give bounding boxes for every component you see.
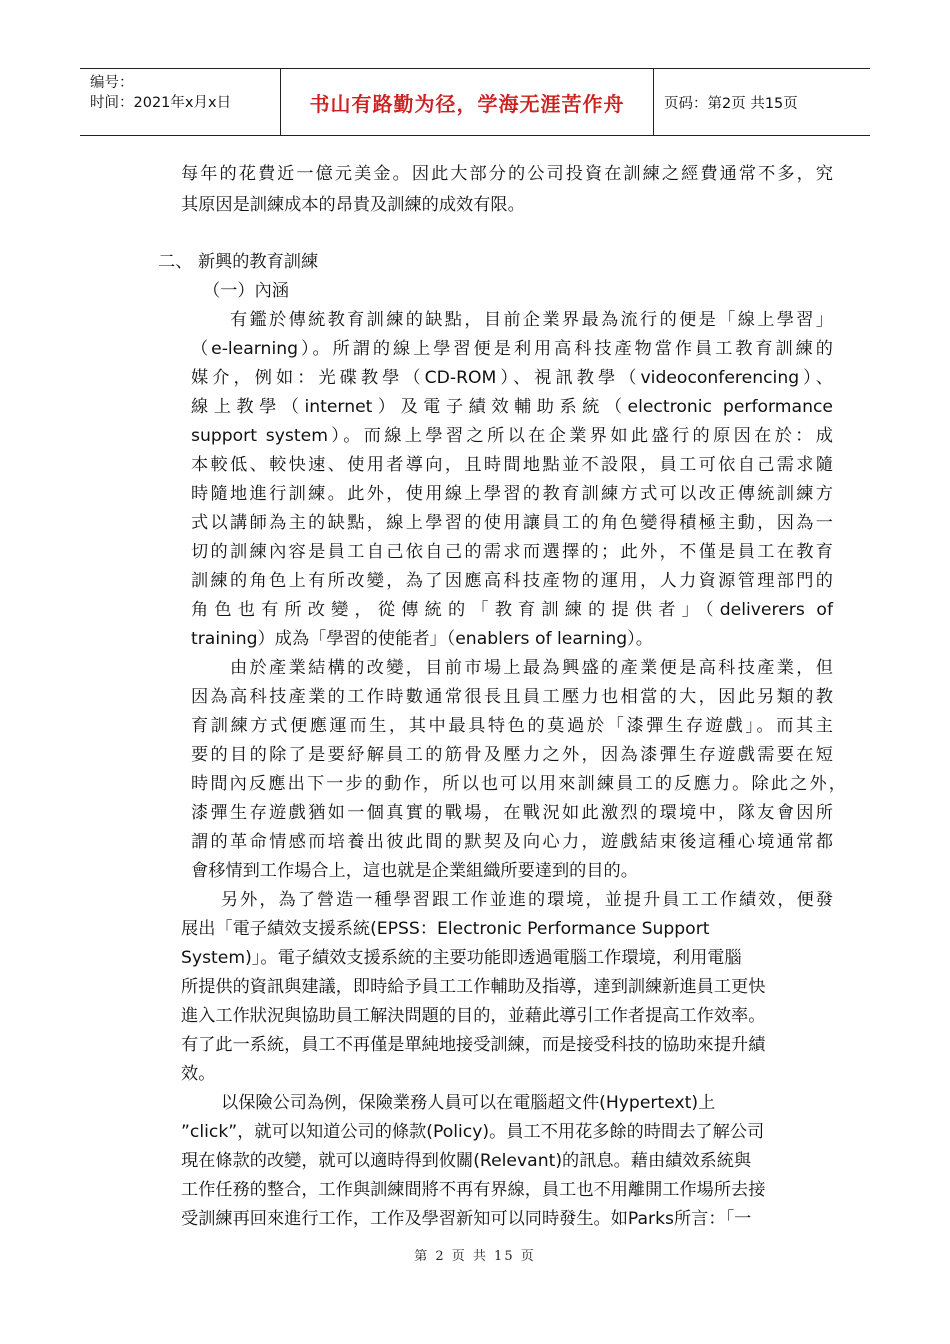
- section-heading: 二、 新興的教育訓練: [158, 252, 319, 272]
- body-line: 因為高科技產業的工作時數通常很長且員工壓力也相當的大，因此另類的教: [191, 687, 833, 707]
- document-date: 时间：2021年x月x日: [90, 95, 232, 111]
- body-line: 切的訓練內容是員工自己依自己的需求而選擇的；此外，不僅是員工在教育: [191, 542, 833, 562]
- page-footer: 第 2 页 共 15 页: [414, 1249, 536, 1264]
- body-line: 媒介，例如：光碟教學（CD-ROM）、視訊教學（videoconferencing）、: [191, 368, 833, 388]
- body-line: 所提供的資訊與建議，即時給予員工工作輔助及指導，達到訓練新進員工更快: [181, 977, 766, 997]
- body-line: 式以講師為主的缺點，線上學習的使用讓員工的角色變得積極主動，因為一: [191, 513, 833, 533]
- body-line: 由於產業結構的改變，目前市場上最為興盛的產業便是高科技產業，但: [230, 658, 833, 678]
- header-meta: [80, 69, 280, 135]
- body-line: 育訓練方式便應運而生，其中最具特色的莫過於「漆彈生存遊戲」。而其主: [191, 716, 833, 736]
- header-page-info: 页码：第2页 共15页: [664, 95, 798, 112]
- body-line: 時間內反應出下一步的動作，所以也可以用來訓練員工的反應力。除此之外，: [191, 774, 846, 794]
- body-line: 以保險公司為例，保險業務人員可以在電腦超文件(Hypertext)上: [221, 1093, 716, 1113]
- body-line: 有鑑於傳統教育訓練的缺點，目前企業界最為流行的便是「線上學習」: [230, 310, 833, 330]
- body-line: training）成為「學習的使能者」（enablers of learning）。: [191, 629, 653, 649]
- body-line: System)」。電子績效支援系統的主要功能即透過電腦工作環境，利用電腦: [181, 948, 742, 968]
- subsection-heading: （一）內涵: [203, 281, 289, 301]
- body-line: 角色也有所改變，從傳統的「教育訓練的提供者」（deliverers of: [191, 600, 833, 620]
- body-line: 每年的花費近一億元美金。因此大部分的公司投資在訓練之經費通常不多，究: [181, 164, 833, 184]
- body-line: 本較低、較快速、使用者導向，且時間地點並不設限，員工可依自己需求隨: [191, 455, 833, 475]
- body-line: 謂的革命情感而培養出彼此間的默契及向心力，遊戲結束後這種心境通常都: [191, 832, 833, 852]
- body-line: support system）。而線上學習之所以在企業界如此盛行的原因在於：成: [191, 426, 833, 446]
- body-line: 時隨地進行訓練。此外，使用線上學習的教育訓練方式可以改正傳統訓練方: [191, 484, 833, 504]
- body-line: 訓練的角色上有所改變，為了因應高科技產物的運用，人力資源管理部門的: [191, 571, 833, 591]
- body-line: 有了此一系統，員工不再僅是單純地接受訓練，而是接受科技的協助來提升績: [181, 1035, 766, 1055]
- document-number-label: 编号：: [90, 75, 134, 91]
- body-line: 要的目的除了是要紓解員工的筋骨及壓力之外，因為漆彈生存遊戲需要在短: [191, 745, 833, 765]
- body-line: 另外，為了營造一種學習跟工作並進的環境，並提升員工工作績效，便發: [221, 890, 833, 910]
- body-line: 漆彈生存遊戲猶如一個真實的戰場，在戰況如此激烈的環境中，隊友會因所: [191, 803, 833, 823]
- body-line: 現在條款的改變，就可以適時得到攸關(Relevant)的訊息。藉由績效系統與: [181, 1151, 752, 1171]
- body-line: 其原因是訓練成本的昂貴及訓練的成效有限。: [181, 195, 525, 215]
- body-line: 進入工作狀況與協助員工解決問題的目的，並藉此導引工作者提高工作效率。: [181, 1006, 766, 1026]
- body-line: ”click”，就可以知道公司的條款(Policy)。員工不用花多餘的時間去了解公司: [181, 1122, 765, 1142]
- body-line: 線上教學（internet）及電子績效輔助系統（electronic performance: [191, 397, 833, 417]
- body-line: 效。: [181, 1064, 216, 1084]
- body-line: （e-learning）。所謂的線上學習便是利用高科技產物當作員工教育訓練的: [191, 339, 833, 359]
- body-line: 受訓練再回來進行工作，工作及學習新知可以同時發生。如Parks所言：「一: [181, 1209, 752, 1229]
- header-motto: 书山有路勤为径，学海无涯苦作舟: [280, 69, 654, 135]
- page-header: [80, 68, 870, 136]
- body-line: 會移情到工作場合上，這也就是企業組織所要達到的目的。: [191, 861, 638, 881]
- body-line: 展出「電子績效支援系統(EPSS：Electronic Performance Support: [181, 919, 710, 939]
- body-line: 工作任務的整合，工作與訓練間將不再有界線，員工也不用離開工作場所去接: [181, 1180, 766, 1200]
